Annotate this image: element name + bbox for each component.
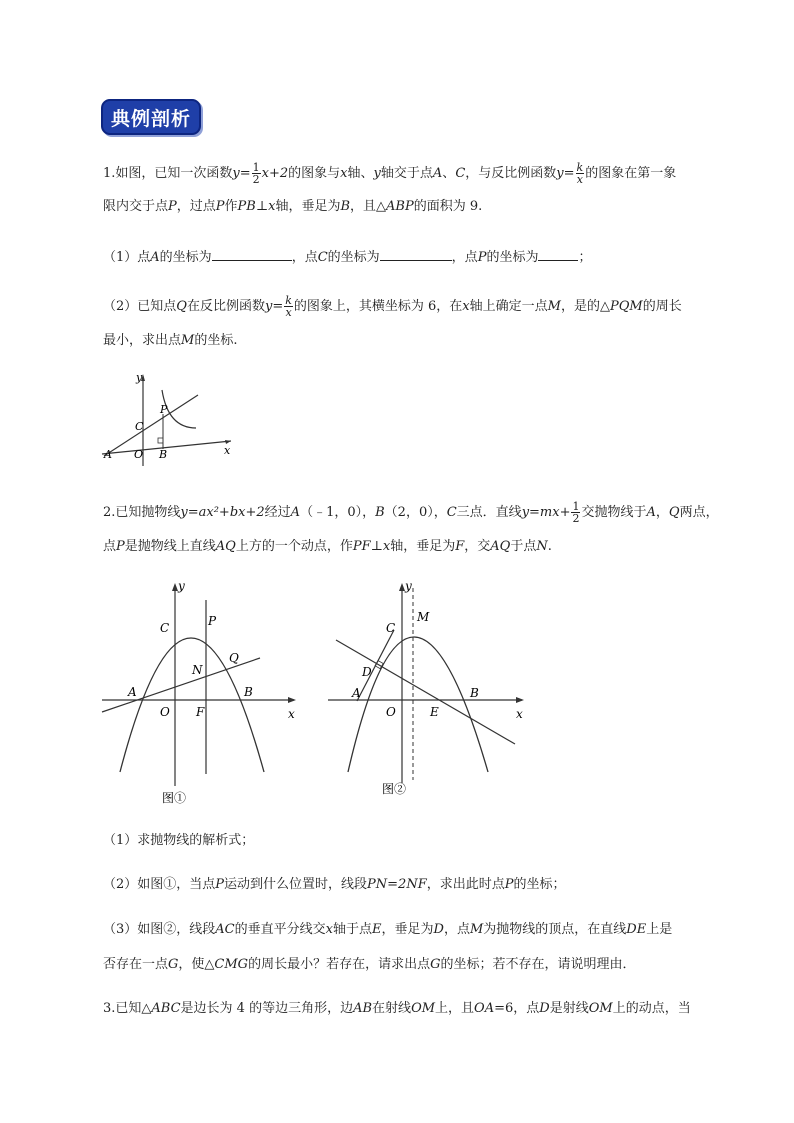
fig2b-label-c: C — [386, 621, 396, 635]
fig1-label-y: y — [136, 371, 143, 384]
fig2b-label-o: O — [386, 705, 396, 719]
fraction: $\frac{1}{2}$ — [572, 500, 580, 525]
section-title-badge — [101, 99, 201, 135]
question-2-2: （2）如图①，当点P运动到什么位置时，线段PN=2NF，求出此时点P的坐标； — [103, 877, 566, 892]
fig2a-label-b: B — [244, 685, 253, 699]
question-2-3-line-2: 否存在一点G，使△CMG的周长最小？若存在，请求出点G的坐标；若不存在，请说明理由． — [103, 957, 636, 972]
fig1-label-c: C — [135, 420, 144, 433]
problem-2-line-1: 2.已知抛物线y=ax²+bx+2经过A（﹣1，0），B（2，0），C三点．直线y=mx+ $\frac{1}{2}$ 交抛物线于A，Q两点， — [103, 500, 719, 525]
fig1-label-o: O — [134, 448, 144, 461]
fig2b-label-m: M — [417, 610, 430, 624]
question-1-2-line-1: （2）已知点Q在反比例函数y= $\frac{k}{x}$ 的图象上，其横坐标为 6，在x轴上确定一点M，是的△PQM的周长 — [103, 294, 682, 319]
figure-2-2 — [322, 578, 532, 803]
problem-1-line-1: 1.如图，已知一次函数y= $\frac{1}{2}$ x+2的图象与x轴、y轴交于点A、C，与反比例函数y= $\frac{k}{x}$ 的图象在第一象 — [103, 161, 677, 186]
fig2a-label-x: x — [288, 707, 295, 721]
fraction: $\frac{k}{x}$ — [576, 161, 584, 186]
fig2b-label-x: x — [516, 707, 523, 721]
fig2b-caption: 图② — [382, 782, 407, 796]
fig2a-label-q: Q — [229, 651, 239, 665]
fig2a-label-c: C — [160, 621, 170, 635]
question-1-2-line-2: 最小，求出点M的坐标. — [103, 333, 238, 348]
fig2b-label-b: B — [470, 686, 479, 700]
fig2a-label-y: y — [178, 579, 185, 593]
fraction: $\frac{1}{2}$ — [252, 161, 260, 186]
fig1-label-x: x — [224, 444, 231, 457]
fig2a-label-a: A — [128, 685, 137, 699]
fig2b-label-y: y — [405, 579, 412, 593]
figure-2-1 — [98, 578, 308, 808]
fig2a-label-f: F — [196, 705, 205, 719]
problem-3-line-1: 3.已知△ABC是边长为 4 的等边三角形，边AB在射线OM上，且OA=6，点D是射线OM上的动点，当 — [103, 1001, 691, 1016]
fig2a-caption: 图① — [162, 791, 187, 805]
fraction: $\frac{k}{x}$ — [285, 294, 292, 319]
fig2a-label-p: P — [208, 614, 217, 628]
fig1-label-a: A — [104, 448, 112, 461]
fig1-label-b: B — [159, 448, 168, 461]
fig2a-label-o: O — [160, 705, 170, 719]
section-title: 典例剖析 — [110, 107, 191, 130]
question-2-3-line-1: （3）如图②，线段AC的垂直平分线交x轴于点E，垂足为D，点M为抛物线的顶点，在直线DE上是 — [103, 922, 673, 937]
problem-1-line-2: 限内交于点P，过点P作PB⊥x轴，垂足为B，且△ABP的面积为 9. — [103, 199, 483, 214]
fig1-label-p: P — [160, 403, 168, 416]
problem-2-line-2: 点P是抛物线上直线AQ上方的一个动点，作PF⊥x轴，垂足为F，交AQ于点N. — [103, 539, 552, 554]
figure-1 — [98, 370, 238, 470]
answer-blank — [380, 246, 452, 261]
fig2a-label-n: N — [192, 663, 203, 677]
question-1-1: （1）点A的坐标为 ，点C的坐标为 ，点P的坐标为 ； — [103, 246, 591, 267]
question-2-1: （1）求抛物线的解析式； — [103, 833, 255, 848]
fig2b-label-a: A — [352, 686, 361, 700]
answer-blank — [538, 246, 578, 261]
fig2b-label-e: E — [430, 705, 439, 719]
fig2b-label-d: D — [362, 665, 372, 679]
answer-blank — [212, 246, 292, 261]
